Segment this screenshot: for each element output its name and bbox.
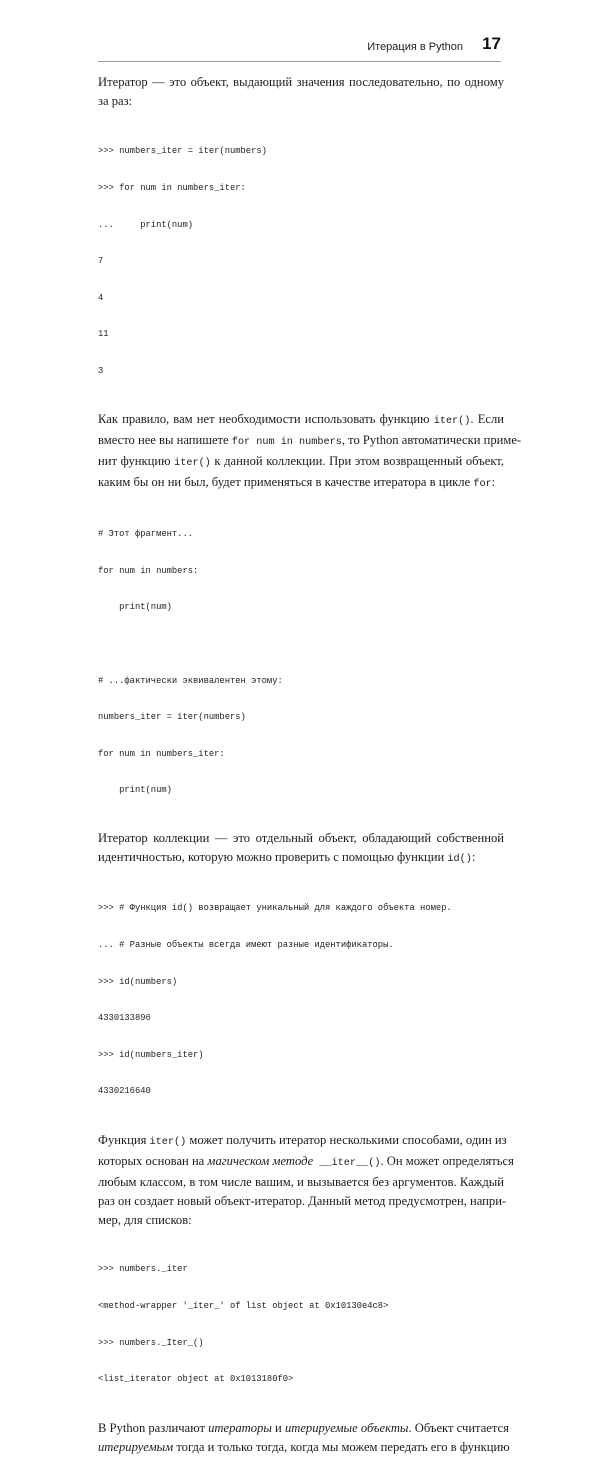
text-run: вместо нее вы напишете bbox=[98, 432, 232, 447]
paragraph-line bbox=[98, 848, 504, 869]
text-run: каким бы он ни был, будет применяться в качестве итератора в цикле bbox=[98, 474, 474, 489]
inline-code: for bbox=[473, 478, 492, 490]
code-line: numbers_iter = iter(numbers) bbox=[98, 712, 246, 723]
paragraph-line: раз он создает новый объект-итератор. Данный метод предусмотрен, напри- bbox=[98, 1194, 507, 1208]
text-run: нит функцию bbox=[98, 453, 175, 468]
paragraph-iterator-definition bbox=[98, 73, 504, 111]
code-line: >>> numbers_iter = iter(numbers) bbox=[98, 146, 267, 157]
text-run: , то Python автоматически приме- bbox=[341, 432, 522, 447]
code-line: ... # Разные объекты всегда имеют разные идентификаторы. bbox=[98, 939, 394, 950]
text-run: Как правило, вам нет необходимости использовать функцию bbox=[98, 411, 434, 426]
code-blank-line bbox=[98, 638, 504, 650]
paragraph-iter-function bbox=[98, 410, 522, 494]
text-run: : bbox=[491, 474, 496, 489]
text-run: Функция bbox=[98, 1133, 150, 1147]
code-line: 3 bbox=[98, 366, 104, 377]
paragraph-iterator-identity bbox=[98, 829, 504, 869]
code-line: print(num) bbox=[98, 602, 172, 613]
code-line: for num in numbers_iter: bbox=[98, 748, 225, 759]
inline-code: iter() bbox=[433, 415, 471, 427]
emphasis-term: итерируемые объекты bbox=[284, 1420, 409, 1435]
paragraph-iterables bbox=[98, 1419, 510, 1457]
code-line: 11 bbox=[98, 329, 109, 340]
code-line: 4330133896 bbox=[98, 1013, 151, 1024]
text-run: к данной коллекции. При этом возвращенный объект, bbox=[210, 453, 504, 468]
text-run: может получить итератор несколькими способами, один из bbox=[186, 1133, 507, 1147]
code-line: 7 bbox=[98, 256, 104, 267]
paragraph-line bbox=[98, 410, 504, 431]
paragraph-line: мер, для списков: bbox=[98, 1213, 192, 1227]
paragraph-line: любым классом, в том числе вашим, и вызывается без аргументов. Каждый bbox=[98, 1175, 504, 1189]
page-body bbox=[98, 70, 522, 1457]
text-run: В Python различают bbox=[98, 1420, 209, 1435]
chapter-title: Итерация в Python bbox=[367, 41, 463, 53]
inline-code: iter() bbox=[149, 1137, 187, 1148]
code-block-id-compare bbox=[98, 878, 504, 1122]
text-run: : bbox=[471, 849, 476, 864]
paragraph-line: Итератор коллекции — это отдельный объект, обладающий собственной bbox=[98, 830, 504, 845]
code-block-list-iter bbox=[98, 1239, 504, 1410]
text-run: и bbox=[271, 1420, 285, 1435]
code-line: 4330216640 bbox=[98, 1086, 151, 1097]
inline-code: id() bbox=[447, 853, 472, 865]
code-line: print(num) bbox=[98, 785, 172, 796]
paragraph-line: за раз: bbox=[98, 94, 133, 108]
emphasis-term: итераторы bbox=[208, 1420, 272, 1435]
code-line: <list_iterator object at 0x1013180f0> bbox=[98, 1374, 294, 1385]
paragraph-line bbox=[98, 452, 504, 473]
text-run: . Он может определяться bbox=[380, 1154, 514, 1168]
paragraph-line bbox=[98, 1419, 509, 1438]
code-block-equivalent-loop bbox=[98, 504, 504, 821]
text-run: . Объект считается bbox=[408, 1420, 509, 1435]
paragraph-line bbox=[98, 1152, 514, 1173]
code-line: >>> numbers._Iter_() bbox=[98, 1337, 204, 1348]
text-run: тогда и только тогда, когда мы можем передать его в функцию bbox=[173, 1439, 510, 1454]
paragraph-line bbox=[98, 431, 522, 452]
inline-code: for num in numbers bbox=[231, 436, 342, 448]
emphasis-term: итерируемым bbox=[98, 1439, 174, 1454]
code-line: >>> # Функция id() возвращает уникальный для каждого объекта номер. bbox=[98, 903, 452, 914]
code-line: >>> for num in numbers_iter: bbox=[98, 183, 246, 194]
paragraph-line bbox=[98, 1131, 507, 1152]
code-line: ... print(num) bbox=[98, 219, 194, 230]
code-block-iter-loop bbox=[98, 121, 504, 402]
code-line: <method-wrapper '_iter_' of list object at 0x10130e4c8> bbox=[98, 1301, 389, 1312]
page-number: 17 bbox=[482, 34, 501, 53]
code-line: >>> numbers._iter bbox=[98, 1264, 188, 1275]
code-line: # ...фактически эквивалентен этому: bbox=[98, 675, 283, 686]
paragraph-line bbox=[98, 473, 504, 494]
text-run: . Если bbox=[470, 411, 504, 426]
paragraph-line bbox=[98, 1438, 510, 1457]
inline-code: iter() bbox=[174, 457, 211, 469]
code-line: >>> id(numbers_iter) bbox=[98, 1049, 204, 1060]
text-run: которых основан на bbox=[98, 1154, 208, 1168]
paragraph-magic-method bbox=[98, 1131, 514, 1230]
running-header bbox=[98, 33, 501, 62]
code-line: # Этот фрагмент... bbox=[98, 529, 194, 540]
code-line: for num in numbers: bbox=[98, 565, 199, 576]
paragraph-line: Итератор — это объект, выдающий значения последовательно, по одному bbox=[98, 75, 504, 89]
emphasis-term: магическом методе bbox=[207, 1154, 314, 1168]
code-line: 4 bbox=[98, 292, 104, 303]
text-run: идентичностью, которую можно проверить с помощью функции bbox=[98, 849, 448, 864]
code-line: >>> id(numbers) bbox=[98, 976, 178, 987]
inline-code: __iter__() bbox=[313, 1158, 381, 1169]
